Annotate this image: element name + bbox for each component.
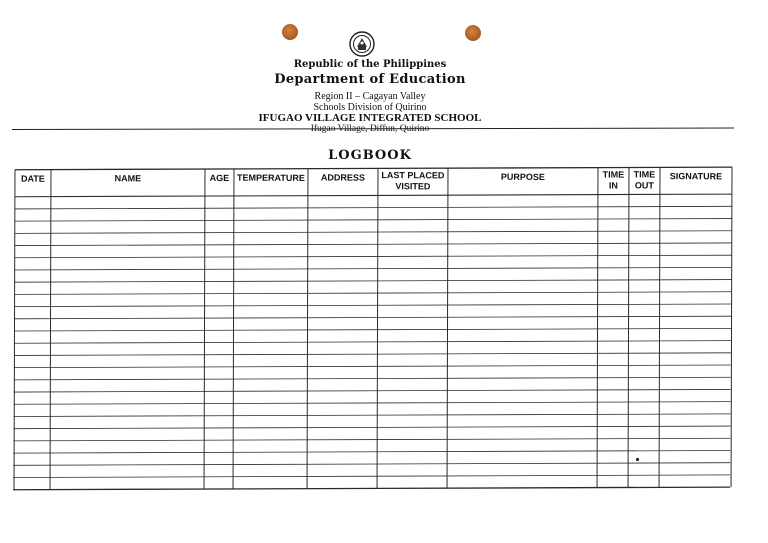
column-header-date (21, 174, 45, 184)
school-name: IFUGAO VILLAGE INTEGRATED SCHOOL (258, 112, 482, 124)
column-header-address (321, 172, 365, 182)
table-row-line (15, 239, 732, 250)
column-header-time-in (603, 169, 625, 190)
table-row-line (13, 471, 730, 482)
table-row-line (13, 422, 730, 433)
table-row-line (14, 324, 731, 335)
column-header-name (115, 173, 142, 183)
republic-heading: Republic of the Philippines (293, 59, 447, 70)
table-row-line (14, 312, 731, 323)
column-header-line: AGE (209, 172, 230, 184)
table-side-border (730, 167, 733, 487)
ink-speck (636, 458, 639, 461)
table-row-line (14, 300, 731, 311)
table-row-line (13, 434, 730, 445)
table-row-line (15, 202, 732, 213)
column-header-line: DATE (20, 173, 45, 184)
table-column-divider (658, 167, 661, 487)
table-column-divider (232, 169, 235, 489)
column-header-line: NAME (114, 173, 142, 184)
table-row-line (13, 446, 730, 457)
table-column-divider (596, 168, 599, 488)
table-column-divider (203, 169, 206, 489)
column-header-signature (670, 171, 722, 181)
region-text: Region II – Cagayan Valley (314, 91, 426, 102)
table-row-line (14, 385, 731, 396)
table-row-line (13, 409, 730, 420)
department-heading: Department of Education (274, 72, 466, 87)
column-header-line: SIGNATURE (669, 171, 723, 182)
table-side-border (13, 170, 16, 490)
table-row-line (14, 263, 731, 274)
column-header-line: PURPOSE (500, 171, 545, 183)
column-header-line: LAST PLACED (381, 170, 445, 181)
column-header-time-out (634, 169, 656, 190)
table-column-divider (627, 167, 630, 487)
column-header-line: IN (608, 180, 618, 191)
table-row-line (14, 397, 731, 408)
column-header-age (210, 173, 230, 183)
school-address: Ifugao Village, Diffun, Quirino (310, 124, 430, 134)
table-row-line (14, 251, 731, 262)
column-header-last-placed-visited (381, 170, 445, 191)
column-header-line: TEMPERATURE (236, 172, 305, 184)
column-header-line: VISITED (395, 181, 431, 192)
table-row-line (14, 348, 731, 359)
logbook-title: LOGBOOK (328, 148, 412, 163)
table-column-divider (446, 168, 449, 488)
table-row-line (13, 458, 730, 469)
table-row-line (14, 275, 731, 286)
column-header-purpose (501, 172, 545, 182)
division-text: Schools Division of Quirino (313, 102, 427, 113)
header-bottom-rule (15, 190, 732, 201)
table-column-divider (306, 169, 309, 489)
table-row-line (14, 373, 731, 384)
table-row-line (15, 214, 732, 225)
table-column-divider (49, 170, 52, 490)
column-header-line: TIME (633, 169, 656, 180)
column-header-line: TIME (602, 169, 625, 180)
table-row-line (14, 336, 731, 347)
column-header-line: ADDRESS (320, 172, 365, 183)
table-column-divider (376, 168, 379, 488)
table-row-line (15, 226, 732, 237)
table-row-line (14, 361, 731, 372)
table-row-line (14, 287, 731, 298)
column-header-line: OUT (634, 180, 654, 191)
column-header-temperature (237, 173, 305, 183)
table-bottom-border (13, 483, 730, 494)
